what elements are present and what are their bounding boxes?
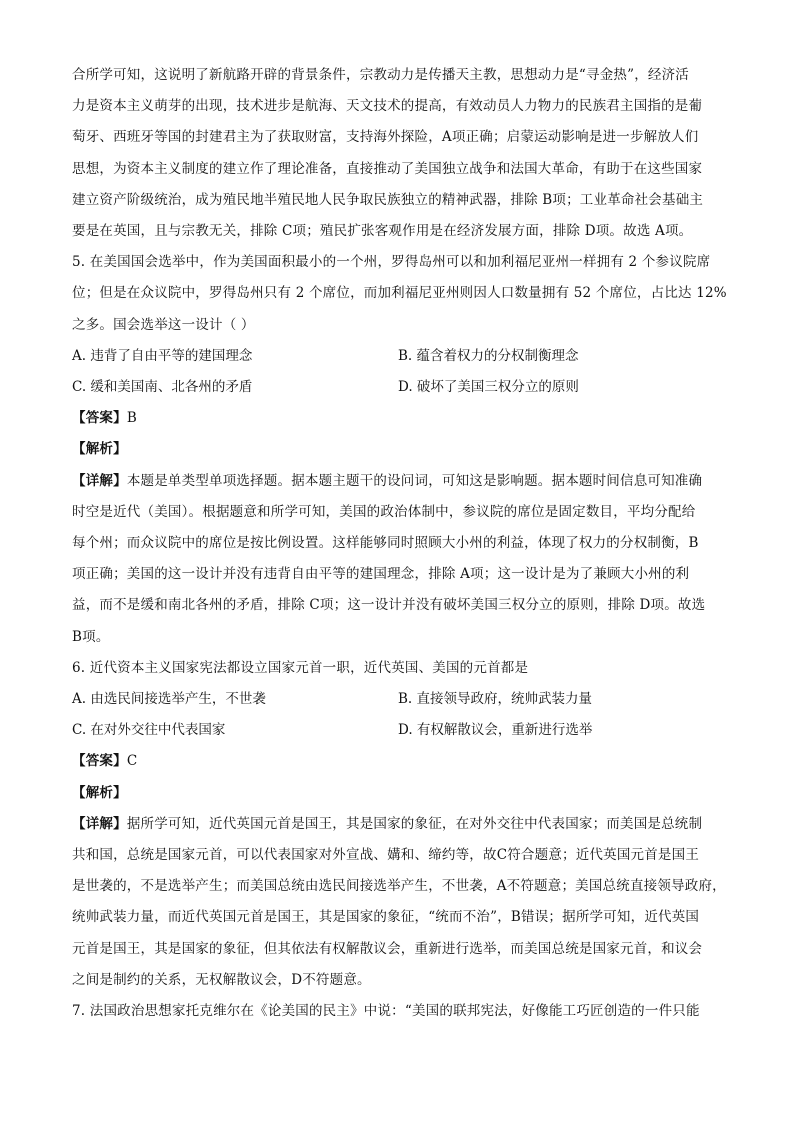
text-line: 统帅武装力量，而近代英国元首是国王，其是国家的象征，“统而不治”，B错误；据所学可知，近代英国	[72, 909, 700, 926]
answer-value: C	[126, 753, 138, 770]
question-5-stem	[72, 247, 727, 341]
text-line: 建立资产阶级统治，成为殖民地半殖民地人民争取民族独立的精神武器，排除 B项；工业革命社会基础主	[72, 191, 704, 208]
option-d: D. 有权解散议会，重新进行选举	[398, 722, 593, 739]
text-line: 时空是近代（美国）。根据题意和所学可知，美国的政治体制中，参议院的席位是固定数目，平均分配给	[72, 503, 696, 520]
text-line: 共和国，总统是国家元首，可以代表国家对外宣战、媾和、缔约等，故C符合题意；近代英国元首是国王	[72, 847, 700, 864]
detail-text: 据所学可知，近代英国元首是国王，其是国家的象征，在对外交往中代表国家；而美国是总统制	[126, 815, 703, 832]
question-5-options-row-2	[72, 372, 724, 403]
answer-tag: 【答案】	[72, 410, 127, 427]
detail-text: 本题是单类型单项选择题。据本题主题干的设问词，可知这是影响题。据本题时间信息可知准确	[126, 472, 703, 489]
question-6-stem	[72, 653, 724, 684]
question-5-answer	[72, 403, 724, 434]
detail-tag: 【详解】	[72, 472, 127, 489]
text-line: 每个州；而众议院中的席位是按比例设置。这样能够同时照顾大小州的利益，体现了权力的分权制衡，B	[72, 535, 699, 552]
question-6-analysis-heading	[72, 778, 724, 809]
question-6-options-row-2	[72, 715, 724, 746]
question-6-detail	[72, 809, 724, 996]
text-line: 7. 法国政治思想家托克维尔在《论美国的民主》中说：“美国的联邦宪法，好像能工巧匠创造的一件只能	[72, 1003, 700, 1020]
question-6-options-row-1	[72, 684, 724, 715]
answer-tag: 【答案】	[72, 753, 127, 770]
continued-explanation	[72, 60, 724, 247]
question-6-answer	[72, 746, 724, 777]
text-line: 力是资本主义萌芽的出现，技术进步是航海、天文技术的提高，有效动员人力物力的民族君主国指的是葡	[72, 98, 703, 115]
text-line: 益，而不是缓和南北各州的矛盾，排除 C项；这一设计并没有破坏美国三权分立的原则，排除 D项。故选	[72, 597, 706, 614]
text-line: 6. 近代资本主义国家宪法都设立国家元首一职，近代英国、美国的元首都是	[72, 659, 529, 676]
text-line: 元首是国王，其是国家的象征，但其依法有权解散议会，重新进行选举，而美国总统是国家元首，和议会	[72, 940, 703, 957]
text-line	[72, 809, 724, 840]
answer-value: B	[126, 410, 137, 427]
text-line: 之间是制约的关系，无权解散议会，D不符题意。	[72, 971, 371, 988]
option-b: B. 蕴含着权力的分权制衡理念	[398, 347, 579, 364]
text-line	[72, 466, 724, 497]
text-line: 之多。国会选举这一设计（ ）	[72, 316, 255, 333]
text-line: 思想，为资本主义制度的建立作了理论准备，直接推动了美国独立战争和法国大革命，有助于在这些国家	[72, 160, 703, 177]
option-c: C. 缓和美国南、北各州的矛盾	[72, 379, 253, 396]
option-a: A. 由选民间接选举产生，不世袭	[72, 691, 266, 708]
text-line: 项正确；美国的这一设计并没有违背自由平等的建国理念，排除 A项；这一设计是为了兼顾大小州的利	[72, 566, 690, 583]
text-line: 5. 在美国国会选举中，作为美国面积最小的一个州，罗得岛州可以和加利福尼亚州一样拥有 2 个参议院席	[72, 254, 711, 271]
question-5-options-row-1	[72, 341, 724, 372]
document-page	[72, 60, 727, 1027]
text-line: 合所学可知，这说明了新航路开辟的背景条件，宗教动力是传播天主教，思想动力是“寻金热”，经济活	[72, 67, 690, 83]
text-line: 要是在英国，且与宗教无关，排除 C项；殖民扩张客观作用是在经济发展方面，排除 D项。故选 A项。	[72, 223, 693, 240]
option-c: C. 在对外交往中代表国家	[72, 722, 226, 739]
detail-tag: 【详解】	[72, 815, 127, 832]
question-5-detail	[72, 466, 724, 653]
analysis-tag: 【解析】	[72, 441, 127, 458]
question-5-analysis-heading	[72, 434, 724, 465]
analysis-tag: 【解析】	[72, 784, 127, 801]
question-7-stem	[72, 996, 724, 1027]
option-b: B. 直接领导政府，统帅武装力量	[398, 691, 593, 708]
option-d: D. 破坏了美国三权分立的原则	[398, 379, 579, 396]
option-a: A. 违背了自由平等的建国理念	[72, 347, 253, 364]
text-line: 是世袭的，不是选举产生；而美国总统由选民间接选举产生，不世袭，A不符题意；美国总统直接领导政府，	[72, 878, 726, 895]
text-line: 萄牙、西班牙等国的封建君主为了获取财富，支持海外探险，A项正确；启蒙运动影响是进一步解放人们	[72, 129, 699, 146]
text-line: B项。	[72, 628, 110, 645]
text-line: 位；但是在众议院中，罗得岛州只有 2 个席位，而加利福尼亚州则因人口数量拥有 52 个席位，占比达 12%	[72, 285, 727, 302]
